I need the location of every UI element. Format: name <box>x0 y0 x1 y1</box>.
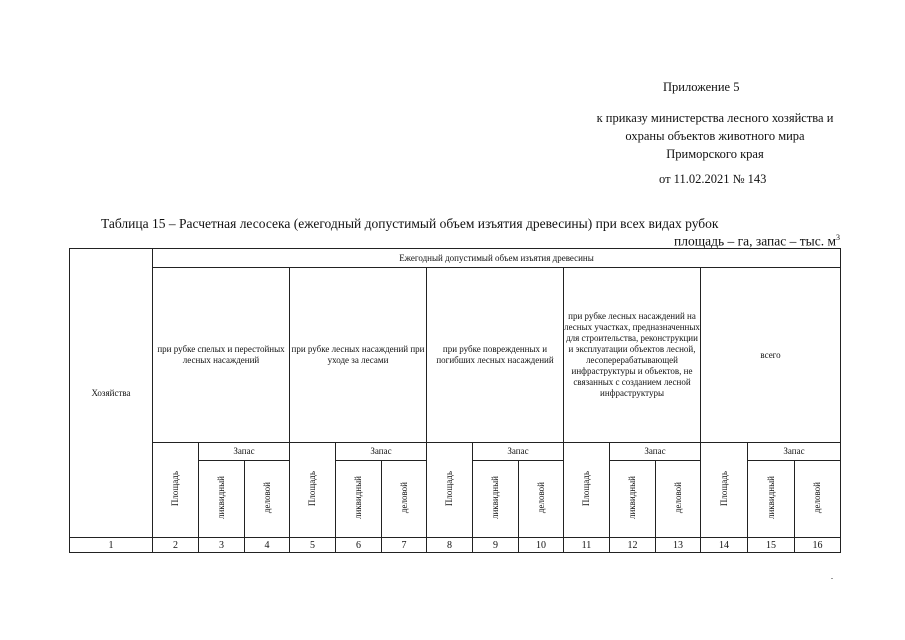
liquid-label: ликвидный <box>765 476 776 520</box>
area-label: Площадь <box>581 470 591 507</box>
annex-label: Приложение 5 <box>663 80 740 94</box>
farms-header: Хозяйства <box>70 249 153 538</box>
order-date-number: от 11.02.2021 № 143 <box>659 172 767 186</box>
table-title: Таблица 15 – Расчетная лесосека (ежегодный допустимый объем изъятия древесины) при всех видах рубок <box>101 216 719 231</box>
category-total-header: всего <box>701 268 841 443</box>
business-header <box>795 461 841 538</box>
category-thinning-header: при рубке лесных насаждений при уходе за лесами <box>290 268 427 443</box>
column-number: 5 <box>290 538 336 553</box>
area-label: Площадь <box>307 470 317 507</box>
area-header <box>153 443 199 538</box>
column-number: 14 <box>701 538 748 553</box>
scan-speck <box>831 578 833 579</box>
column-number: 15 <box>748 538 795 553</box>
area-header <box>701 443 748 538</box>
stock-header: Запас <box>336 443 427 461</box>
liquid-label: ликвидный <box>627 476 637 520</box>
business-header <box>656 461 701 538</box>
column-number: 4 <box>245 538 290 553</box>
category-construction-header: при рубке лесных насаждений на лесных участках, предназначенных для строительства, реконструкции и эксплуатации объектов лесной, лесоперерабатывающей инфраструктуры и объектов, не связанных с созданием лесной инфраструктуры <box>564 268 701 443</box>
order-reference: к приказу министерства лесного хозяйства и охраны объектов животного мира Приморского края <box>596 111 834 161</box>
business-header <box>245 461 290 538</box>
liquid-label: ликвидный <box>490 476 500 520</box>
stock-header: Запас <box>610 443 701 461</box>
column-number: 11 <box>564 538 610 553</box>
stock-header: Запас <box>473 443 564 461</box>
column-number: 7 <box>382 538 427 553</box>
liquid-header <box>748 461 795 538</box>
business-label: деловой <box>261 482 272 514</box>
column-number: 1 <box>70 538 153 553</box>
column-number: 6 <box>336 538 382 553</box>
area-label: Площадь <box>170 470 180 507</box>
business-label: деловой <box>672 482 683 514</box>
column-number: 8 <box>427 538 473 553</box>
business-label: деловой <box>398 482 409 514</box>
column-number: 12 <box>610 538 656 553</box>
column-number-row <box>70 538 841 553</box>
liquid-header <box>199 461 245 538</box>
area-header <box>290 443 336 538</box>
units-superscript: 3 <box>836 233 840 242</box>
liquid-label: ликвидный <box>216 476 226 520</box>
area-header <box>427 443 473 538</box>
liquid-header <box>473 461 519 538</box>
liquid-header <box>336 461 382 538</box>
column-number: 13 <box>656 538 701 553</box>
column-number: 9 <box>473 538 519 553</box>
column-number: 2 <box>153 538 199 553</box>
column-number: 16 <box>795 538 841 553</box>
area-label: Площадь <box>718 470 729 507</box>
units-text: площадь – га, запас – тыс. м <box>673 233 836 249</box>
group-header: Ежегодный допустимый объем изъятия древесины <box>153 249 841 268</box>
category-mature-header: при рубке спелых и перестойных лесных насаждений <box>153 268 290 443</box>
business-label: деловой <box>535 482 546 514</box>
business-header <box>519 461 564 538</box>
liquid-label: ликвидный <box>353 476 363 520</box>
business-header <box>382 461 427 538</box>
column-number: 3 <box>199 538 245 553</box>
stock-header: Запас <box>199 443 290 461</box>
area-header <box>564 443 610 538</box>
area-label: Площадь <box>444 470 454 507</box>
harvest-table <box>69 248 841 553</box>
business-label: деловой <box>812 482 823 514</box>
column-number: 10 <box>519 538 564 553</box>
liquid-header <box>610 461 656 538</box>
category-damaged-header: при рубке поврежденных и погибших лесных насаждений <box>427 268 564 443</box>
stock-header: Запас <box>748 443 841 461</box>
